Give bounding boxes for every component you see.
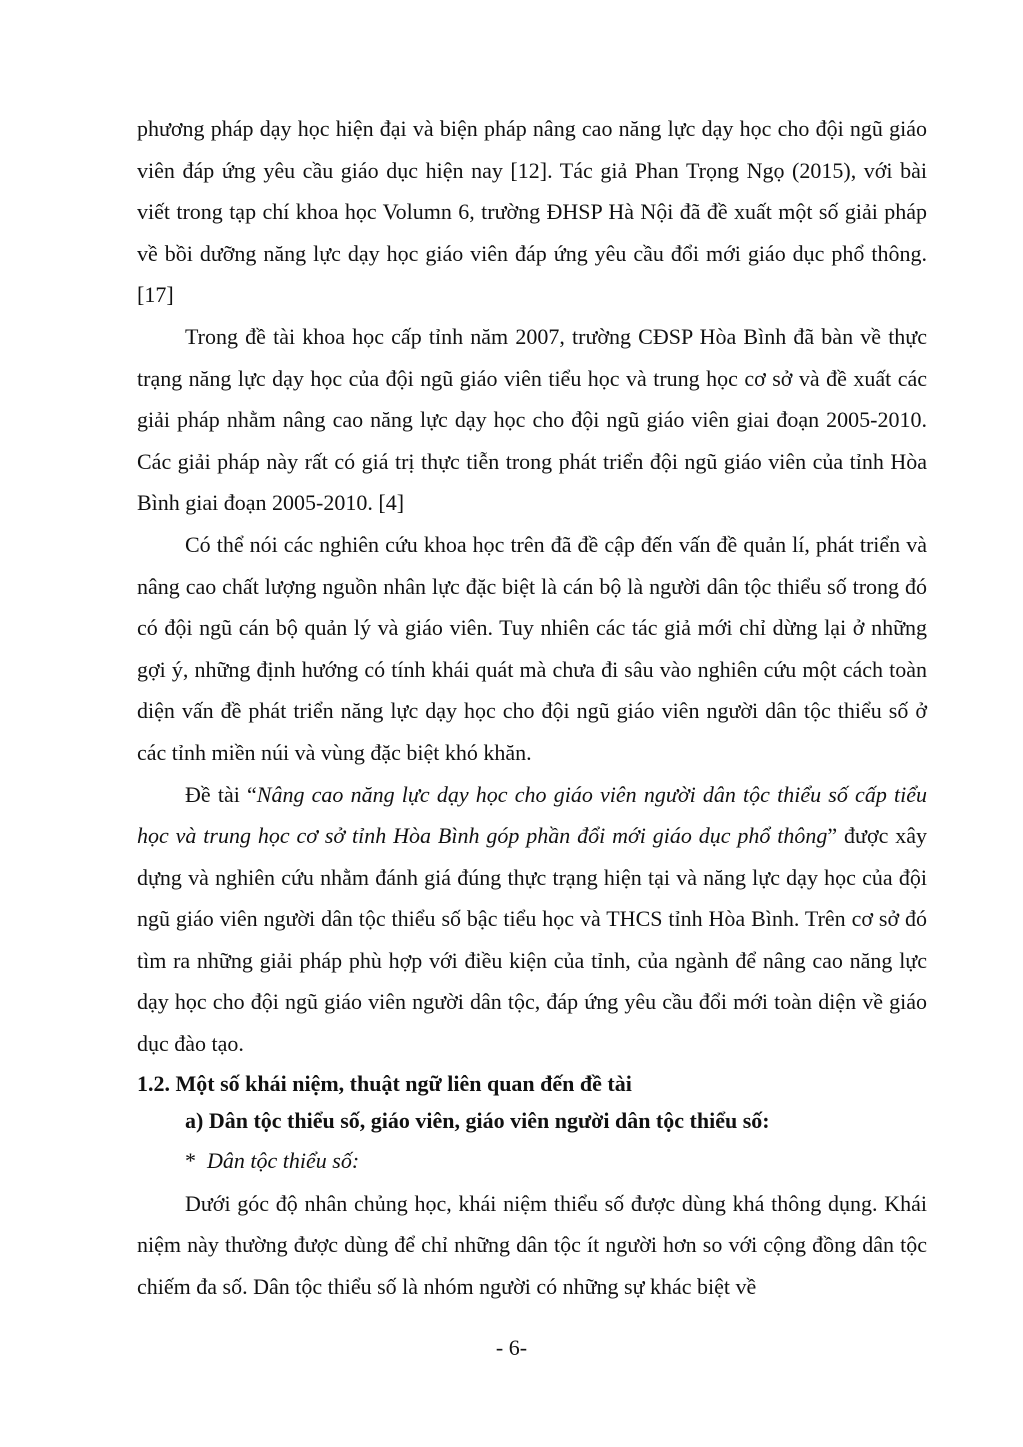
project-title: Nâng cao năng lực dạy học cho giáo viên người dân tộc thiểu số cấp tiểu học và trung học cơ sở tỉnh Hòa Bình góp phần đổi mới giáo dục phổ thông [137,781,927,849]
bullet-marker: * [185,1147,196,1173]
page-number: - 6- [495,1335,528,1360]
page-body [137,108,927,1307]
paragraph-3: Có thể nói các nghiên cứu khoa học trên đã đề cập đến vấn đề quản lí, phát triển và nâng cao chất lượng nguồn nhân lực đặc biệt là cán bộ là người dân tộc thiểu số trong đó có đội ngũ cán bộ quản lý và giáo viên. Tuy nhiên các tác giả mới chỉ dừng lại ở những gợi ý, những định hướng có tính khái quát mà chưa đi sâu vào nghiên cứu một cách toàn diện vấn đề phát triển năng lực dạy học cho đội ngũ giáo viên người dân tộc thiểu số ở các tỉnh miền núi và vùng đặc biệt khó khăn. [137,531,927,765]
paragraph-5: Dưới góc độ nhân chủng học, khái niệm thiểu số được dùng khá thông dụng. Khái niệm này thường được dùng để chỉ những dân tộc ít người hơn so với cộng đồng dân tộc chiếm đa số. Dân tộc thiểu số là nhóm người có những sự khác biệt về [137,1190,927,1299]
paragraph-1: phương pháp dạy học hiện đại và biện pháp nâng cao năng lực dạy học cho đội ngũ giáo viên đáp ứng yêu cầu giáo dục hiện nay [12]. Tác giả Phan Trọng Ngọ (2015), với bài viết trong tạp chí khoa học Volumn 6, trường ĐHSP Hà Nội đã đề xuất một số giải pháp về bồi dưỡng năng lực dạy học giáo viên đáp ứng yêu cầu đổi mới giáo dục phổ thông. [17] [137,116,927,308]
paragraph-4-rest: ” được xây dựng và nghiên cứu nhằm đánh giá đúng thực trạng hiện tại và năng lực dạy học của đội ngũ giáo viên người dân tộc thiểu số bậc tiểu học và THCS tỉnh Hòa Bình. Trên cơ sở đó tìm ra những giải pháp phù hợp với điều kiện của tỉnh, của ngành để nâng cao năng lực dạy học cho đội ngũ giáo viên người dân tộc, đáp ứng yêu cầu đổi mới toàn diện về giáo dục đào tạo. [137,823,927,1057]
term-label: Dân tộc thiểu số: [207,1147,360,1173]
paragraph-4-prefix: Đề tài “ [185,781,257,807]
subsection-heading: a) Dân tộc thiểu số, giáo viên, giáo viên người dân tộc thiểu số: [185,1107,770,1133]
paragraph-2: Trong đề tài khoa học cấp tỉnh năm 2007, trường CĐSP Hòa Bình đã bàn về thực trạng năng lực dạy học của đội ngũ giáo viên tiểu học và trung học cơ sở và đề xuất các giải pháp nhằm nâng cao năng lực dạy học cho đội ngũ giáo viên giai đoạn 2005-2010. Các giải pháp này rất có giá trị thực tiễn trong phát triển đội ngũ giáo viên của tỉnh Hòa Bình giai đoạn 2005-2010. [4] [137,323,927,516]
term-heading [137,1139,927,1183]
section-heading: 1.2. Một số khái niệm, thuật ngữ liên quan đến đề tài [137,1070,632,1096]
paragraph-4 [137,774,927,1065]
